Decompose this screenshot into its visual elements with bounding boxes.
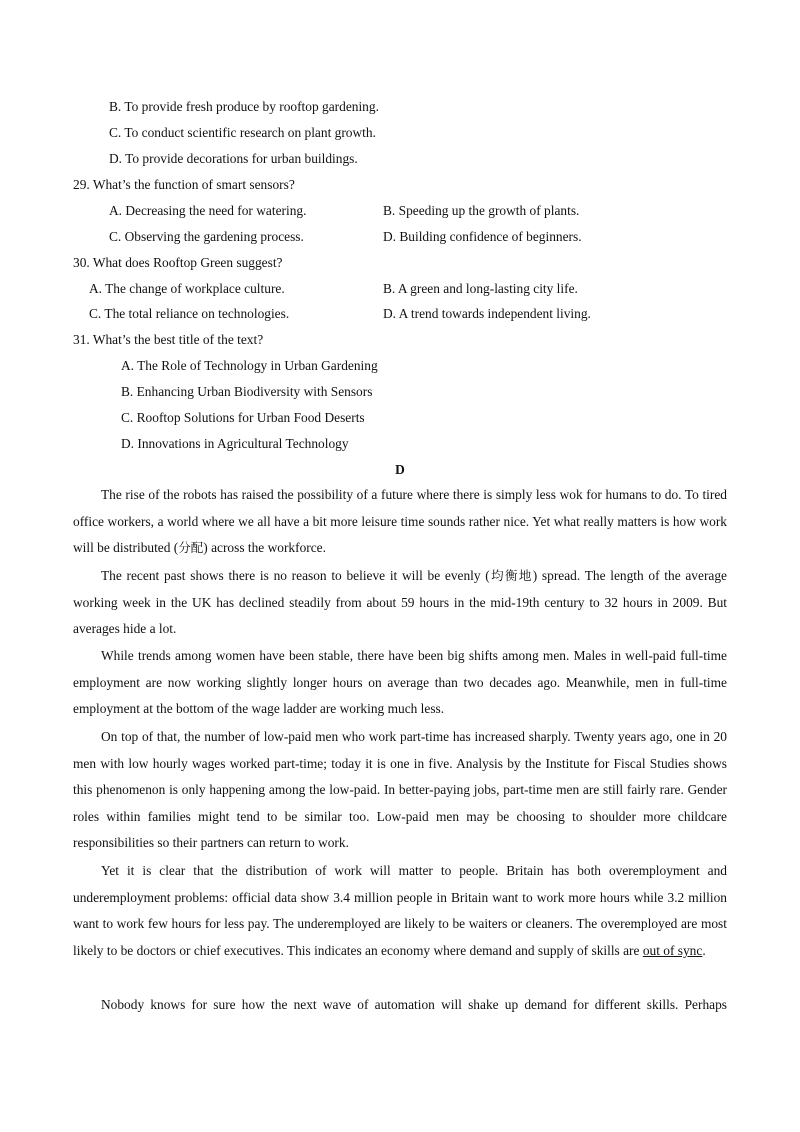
q30-option-d: D. A trend towards independent living. <box>383 306 591 321</box>
q31-option-d: D. Innovations in Agricultural Technology <box>121 436 349 451</box>
q28-option-d: D. To provide decorations for urban buildings. <box>109 151 358 166</box>
paragraph-1-text-b: ) across the workforce. <box>203 540 326 556</box>
paragraph-1-chinese-gloss: 分配 <box>178 540 204 556</box>
q28-option-b: B. To provide fresh produce by rooftop gardening. <box>109 99 379 114</box>
passage-paragraph-5 <box>73 858 727 964</box>
q29-question: 29. What’s the function of smart sensors? <box>73 177 295 192</box>
q31-option-b: B. Enhancing Urban Biodiversity with Sensors <box>121 384 373 399</box>
passage-paragraph-1 <box>73 482 727 562</box>
passage-paragraph-2 <box>73 563 727 643</box>
paragraph-2-text-a: The recent past shows there is no reason to believe it will be evenly ( <box>101 568 490 583</box>
paragraph-1-text-a: The rise of the robots has raised the possibility of a future where there is simply less wok for humans to do. To tired office workers, a world where we all have a bit more leisure time sounds rather nice. Yet what really matters is how work will be distributed ( <box>73 487 727 556</box>
q29-option-c: C. Observing the gardening process. <box>109 229 304 244</box>
underlined-phrase-out-of-sync: out of sync <box>642 942 703 958</box>
paragraph-5-text-b: . <box>702 942 706 958</box>
q28-option-c: C. To conduct scientific research on plant growth. <box>109 125 376 140</box>
paragraph-2-text-b: ) spread. The length of the average working week in the UK has declined steadily from about 59 hours in the mid-19th century to 32 hours in 2009. But averages hide a lot. <box>73 568 727 637</box>
q30-option-b: B. A green and long-lasting city life. <box>383 281 578 296</box>
q31-option-a: A. The Role of Technology in Urban Gardening <box>121 358 378 373</box>
section-d-heading: D <box>395 462 405 477</box>
q30-option-c: C. The total reliance on technologies. <box>89 306 290 321</box>
paragraph-2-chinese-gloss: 均衡地 <box>489 568 533 583</box>
q29-option-d: D. Building confidence of beginners. <box>383 229 582 244</box>
q31-option-c: C. Rooftop Solutions for Urban Food Deserts <box>121 410 365 425</box>
q29-option-a: A. Decreasing the need for watering. <box>109 203 307 218</box>
passage-paragraph-6: Nobody knows for sure how the next wave of automation will shake up demand for different skills. Perhaps <box>101 997 727 1012</box>
paragraph-5-text-a: Yet it is clear that the distribution of work will matter to people. Britain has both overemployment and underemployment problems: official data show 3.4 million people in Britain want to work more hours while 3.2 million want to work few hours for less pay. The underemployed are likely to be waiters or cleaners. The overemployed are most likely to be doctors or chief executives. This indicates an economy where demand and supply of skills are <box>73 863 727 958</box>
q30-question: 30. What does Rooftop Green suggest? <box>73 255 283 270</box>
passage-paragraph-4: On top of that, the number of low-paid men who work part-time has increased sharply. Twenty years ago, one in 20 men with low hourly wages worked part-time; today it is one in five. Analysis by the Institute for Fiscal Studies shows this phenomenon is only happening among the low-paid. In better-paying jobs, part-time men are still fairly rare. Gender roles within families might tend to be similar too. Low-paid men may be choosing to shoulder more childcare responsibilities so their partners can return to work. <box>73 729 727 851</box>
q29-option-b: B. Speeding up the growth of plants. <box>383 203 580 218</box>
passage-paragraph-3: While trends among women have been stable, there have been big shifts among men. Males in well-paid full-time employment are now working slightly longer hours on average than two decades ago. Meanwhile, men in full-time employment at the bottom of the wage ladder are working much less. <box>73 648 727 717</box>
q30-option-a: A. The change of workplace culture. <box>89 281 285 296</box>
q31-question: 31. What’s the best title of the text? <box>73 332 264 347</box>
